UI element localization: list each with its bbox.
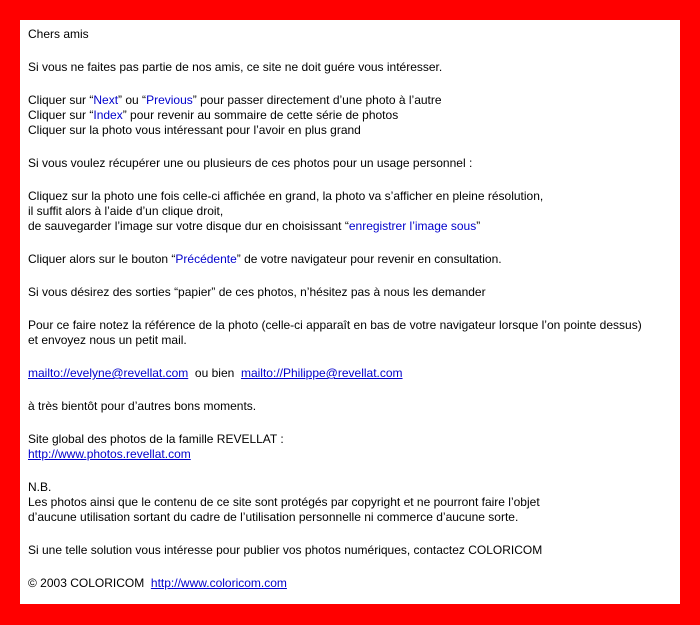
- back-instructions: Cliquer alors sur le bouton “Précédente” de votre navigateur pour revenir en consultation.: [28, 252, 502, 266]
- nav-line2-post: ” pour revenir au sommaire de cette série de photos: [122, 108, 399, 122]
- farewell-text: à très bientôt pour d’autres bons moments.: [28, 399, 257, 413]
- reference-instructions: [28, 318, 672, 348]
- save-line2: il suffit alors à l’aide d’un clique droit,: [28, 204, 224, 218]
- nav-line1-post: ” pour passer directement d’une photo à l’autre: [192, 93, 442, 107]
- save-as-keyword: enregistrer l’image sous: [348, 219, 477, 233]
- mail-link-evelyne[interactable]: mailto://evelyne@revellat.com: [28, 366, 189, 380]
- contact-separator: ou bien: [188, 366, 241, 380]
- coloricom-link[interactable]: http://www.coloricom.com: [150, 576, 287, 590]
- greeting: Chers amis: [28, 27, 89, 41]
- paper-print-text: Si vous désirez des sorties “papier” de ces photos, n’hésitez pas à nous les demander: [28, 285, 486, 299]
- save-line1: Cliquez sur la photo une fois celle-ci affichée en grand, la photo va s’afficher en pleine résolution,: [28, 189, 544, 203]
- save-line3-post: ”: [476, 219, 481, 233]
- contact-links: [28, 366, 672, 381]
- navigation-help: [28, 93, 672, 138]
- nav-line1-mid: ” ou “: [118, 93, 147, 107]
- save-instructions: [28, 189, 672, 234]
- index-keyword: Index: [93, 108, 123, 122]
- global-site-link[interactable]: http://www.photos.revellat.com: [28, 447, 191, 461]
- content-panel: [20, 20, 680, 604]
- previous-keyword: Previous: [146, 93, 193, 107]
- reference-line1: Pour ce faire notez la référence de la photo (celle-ci apparaît en bas de votre navigateur lorsque l’on pointe dessus): [28, 318, 642, 332]
- nb-heading: N.B.: [28, 480, 52, 494]
- global-site-label: Site global des photos de la famille REVELLAT :: [28, 432, 284, 446]
- mail-link-philippe[interactable]: mailto://Philippe@revellat.com: [240, 366, 403, 380]
- intro-text: Si vous ne faites pas partie de nos amis, ce site ne doit guére vous intéresser.: [28, 60, 443, 74]
- reference-line2: et envoyez nous un petit mail.: [28, 333, 187, 347]
- copyright-text: © 2003 COLORICOM: [28, 576, 151, 590]
- personal-use-text: Si vous voulez récupérer une ou plusieurs de ces photos pour un usage personnel :: [28, 156, 473, 170]
- nb-line1: Les photos ainsi que le contenu de ce site sont protégés par copyright et ne pourront faire l’objet: [28, 495, 540, 509]
- nav-line3: Cliquer sur la photo vous intéressant pour l’avoir en plus grand: [28, 123, 361, 137]
- global-site: [28, 432, 672, 462]
- nav-line2-pre: Cliquer sur “: [28, 108, 94, 122]
- save-line3-pre: de sauvegarder l’image sur votre disque dur en choisissant “: [28, 219, 349, 233]
- next-keyword: Next: [93, 93, 119, 107]
- publish-text: Si une telle solution vous intéresse pour publier vos photos numériques, contactez COLORICOM: [28, 543, 543, 557]
- nb-notice: [28, 480, 672, 525]
- nav-line1-pre: Cliquer sur “: [28, 93, 94, 107]
- footer: [28, 576, 672, 591]
- precedente-keyword: Précédente: [175, 252, 237, 266]
- nb-line2: d’aucune utilisation sortant du cadre de l’utilisation personnelle ni commerce d’aucune sorte.: [28, 510, 519, 524]
